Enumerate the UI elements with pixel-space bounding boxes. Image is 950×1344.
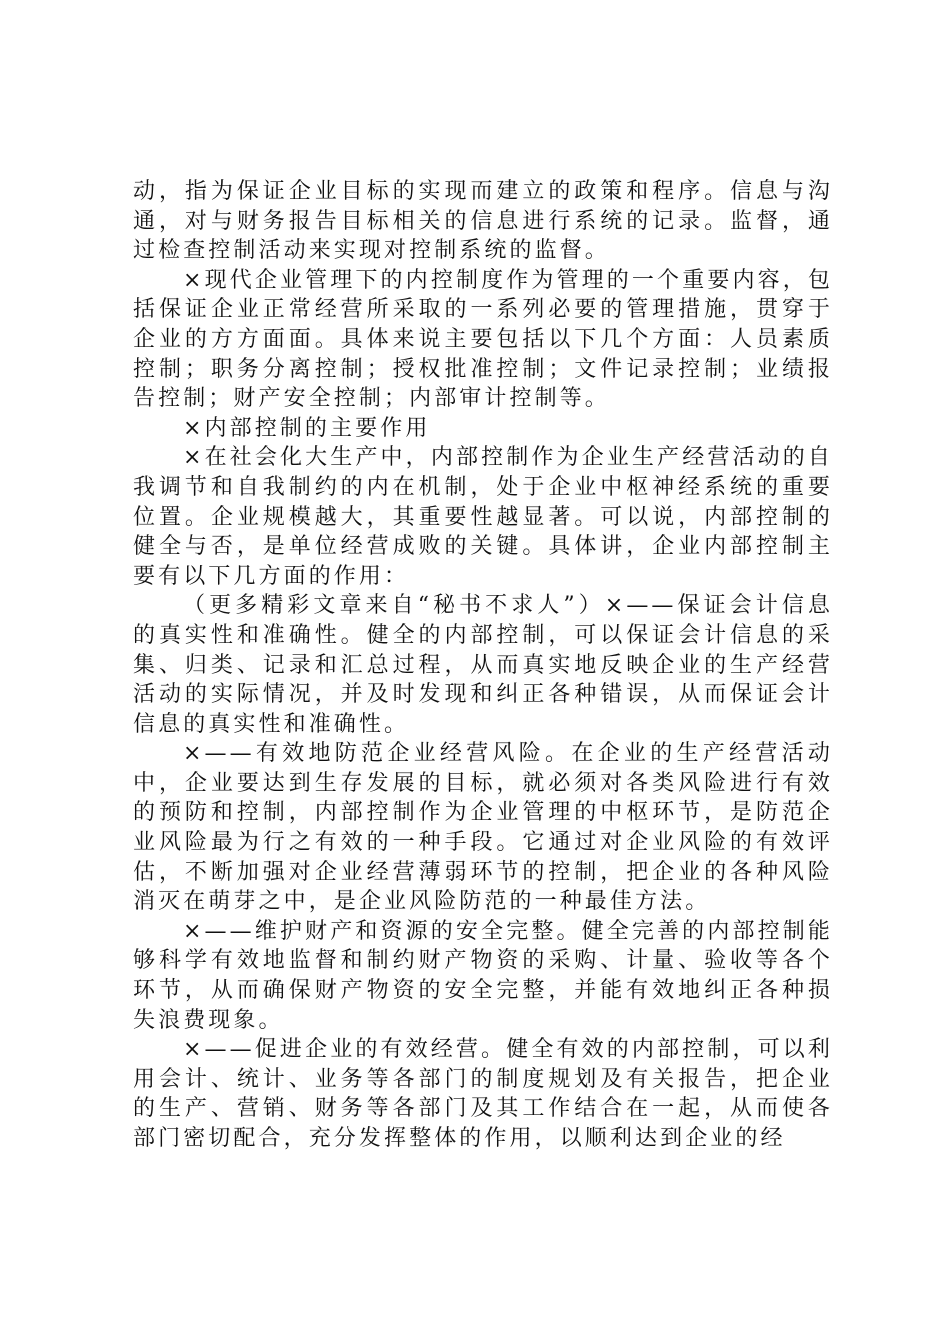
document-body: [133, 177, 833, 1154]
paragraph: ×在社会化大生产中，内部控制作为企业生产经营活动的自我调节和自我制约的内在机制，处于企业中枢神经系统的重要位置。企业规模越大，其重要性越显著。可以说，内部控制的健全与否，是单位经营成败的关键。具体讲，企业内部控制主要有以下几方面的作用：: [133, 445, 833, 589]
paragraph: （更多精彩文章来自“秘书不求人”）×——保证会计信息的真实性和准确性。健全的内部控制，可以保证会计信息的采集、归类、记录和汇总过程，从而真实地反映企业的生产经营活动的实际情况，并及时发现和纠正各种错误，从而保证会计信息的真实性和准确性。: [133, 593, 833, 737]
paragraph: ×——有效地防范企业经营风险。在企业的生产经营活动中，企业要达到生存发展的目标，就必须对各类风险进行有效的预防和控制，内部控制作为企业管理的中枢环节，是防范企业风险最为行之有效的一种手段。它通过对企业风险的有效评估，不断加强对企业经营薄弱环节的控制，把企业的各种风险消灭在萌芽之中，是企业风险防范的一种最佳方法。: [133, 741, 833, 915]
paragraph: ×——促进企业的有效经营。健全有效的内部控制，可以利用会计、统计、业务等各部门的制度规划及有关报告，把企业的生产、营销、财务等各部门及其工作结合在一起，从而使各部门密切配合，充分发挥整体的作用，以顺利达到企业的经: [133, 1037, 833, 1151]
paragraph: ×——维护财产和资源的安全完整。健全完善的内部控制能够科学有效地监督和制约财产物资的采购、计量、验收等各个环节，从而确保财产物资的安全完整，并能有效地纠正各种损失浪费现象。: [133, 918, 833, 1033]
paragraph-continued: 动，指为保证企业目标的实现而建立的政策和程序。信息与沟通，对与财务报告目标相关的信息进行系统的记录。监督，通过检查控制活动来实现对控制系统的监督。: [133, 179, 833, 264]
paragraph: ×现代企业管理下的内控制度作为管理的一个重要内容，包括保证企业正常经营所采取的一系列必要的管理措施，贯穿于企业的方方面面。具体来说主要包括以下几个方面：人员素质控制；职务分离控制；授权批准控制；文件记录控制；业绩报告控制；财产安全控制；内部审计控制等。: [133, 267, 833, 412]
section-heading: ×内部控制的主要作用: [183, 415, 431, 441]
